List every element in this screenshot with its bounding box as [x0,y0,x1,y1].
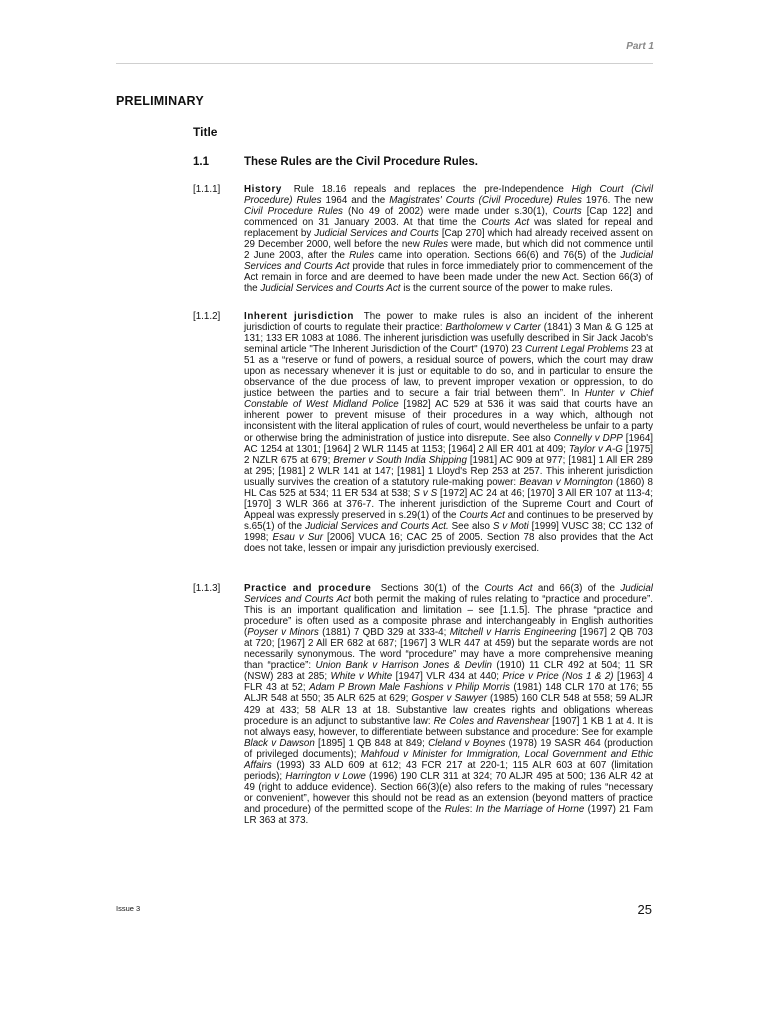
citation-text: Civil Procedure Rules [244,206,343,218]
body-text: and 66(3) of the [532,583,621,594]
citation-text: Rules [349,250,375,262]
body-text: [1964] AC 1254 at 1301; [1964] 2 WLR 1145 at 1153; [1964] 2 All ER 401 at 409; [244,432,653,455]
body-text: The power to make rules is also an incident of the inherent jurisdiction of courts to regulate their practice: [244,311,653,334]
paragraph-number: [1.1.2] [193,311,221,322]
body-text: and continues to be preserved by s.65(1) of the [244,509,653,532]
citation-text: Gosper v Sawyer [411,693,488,705]
sub-heading: Title [193,125,218,139]
body-text: Sections 30(1) of the [380,583,485,594]
paragraph-title: Practice and procedure [244,583,372,594]
paragraph-title: Inherent jurisdiction [244,311,354,322]
body-text: [1975] 2 NZLR 675 at 679; [244,443,653,466]
body-text: [2006] VUCA 16; CAC 25 of 2005. Section 78 also provides that the Act does not take, lessen or impair any jurisdiction previously exercised. [244,531,654,554]
body-text: [1907] 1 KB 1 at 4. It is not always easy, however, to differentiate between substance and procedure: See for example [244,715,653,738]
rule-number: 1.1 [193,156,209,168]
body-text: (No 49 of 2002) were made under s.30(1), [342,206,553,218]
citation-text: Judicial Services and Courts Act [260,283,401,295]
paragraph-body [244,311,653,554]
paragraph-text [244,184,653,294]
body-text: [Cap 122] and commenced on 31 January 2003. At that time the [244,206,654,229]
body-text: (1881) 7 QBD 329 at 333-4; [318,627,450,639]
body-text: (1910) 11 CLR 492 at 504; 11 SR (NSW) 283 at 285; [244,660,653,683]
body-text: Rule 18.16 repeals and replaces the pre-Independence [293,184,572,195]
paragraph-1-1-1 [193,184,653,294]
citation-text: S v S [413,487,438,499]
paragraph-text [244,311,653,554]
body-text: [1947] VLR 434 at 440; [392,671,503,683]
citation-text: Courts Act [484,583,533,594]
citation-text: Rules [422,239,449,251]
body-text: (1978) 19 SASR 464 (production of privileged documents); [244,737,653,760]
body-text: is the current source of the power to make rules. [400,283,613,295]
body-text: [1967] 2 QB 703 at 720; [1967] 2 All ER 682 at 687; [1967] 3 WLR 447 at 459) but the separate words are not necessarily synonymous. The word “procedure” may have a more comprehensive meaning than “practice”: [244,627,653,672]
citation-text: Magistrates' Courts (Civil Procedure) Rules [389,195,582,207]
body-text: [1982] AC 529 at 536 it was said that courts have an inherent power to prevent misuse of their procedures in a way which, although not inconsistent with the literal application of rules of court, would nevertheless be unfair to a party or otherwise bring the administration of justice into disrepute. See also [244,399,653,444]
section-heading: PRELIMINARY [116,94,204,108]
citation-text: Black v Dawson [244,737,315,749]
body-text: See also [448,520,493,532]
paragraph-1-1-3 [193,583,653,826]
citation-text: Harrington v Lowe [285,770,366,782]
citation-text: Bartholomew v Carter [445,322,541,334]
footer-issue: Issue 3 [116,904,141,913]
body-text: (1985) 160 CLR 548 at 558; 59 ALJR 429 at 433; 58 ALR 13 at 18. Substantive law creates rights and obligations whereas procedure is an adjunct to substantive law: [244,693,654,727]
body-text: (1860) 8 HL Cas 525 at 534; 11 ER 534 at 538; [244,476,653,499]
body-text: was slated for repeal and replacement by [244,217,653,240]
citation-text: S v Moti [492,520,529,532]
citation-text: Bremer v South India Shipping [333,454,467,466]
citation-text: Hunter v Chief Constable of West Midland Police [244,388,653,411]
header-rule [116,63,653,64]
citation-text: Union Bank v Harrison Jones & Devlin [315,660,492,672]
paragraph-1-1-2 [193,311,653,554]
body-text: [1895] 1 QB 848 at 849; [314,737,429,749]
body-text: (1996) 190 CLR 311 at 324; 70 ALJR 495 at 500; 136 ALR 42 at 49 (right to adduce evidence). Section 66(3)(e) also refers to the making of rules “necessary or convenient”, however this should not be read as an extension (beyond matters of practice and procedure) of the permitted scope of the [244,770,654,815]
body-text: were made, but which did not commence until 2 June 2003, after the [244,239,654,262]
citation-text: Courts Act [459,509,505,521]
rule-text: These Rules are the Civil Procedure Rules. [244,156,478,168]
body-text: (1997) 21 Fam LR 363 at 373. [244,803,653,826]
body-text: 1976. The new [581,195,654,207]
body-text: 23 at 51 as a “reserve or fund of powers, a residual source of powers, which the court may draw upon as necessary whenever it is just or equitable to do so, and in particular to ensure the observance of the due process of law, to prevent improper vexation or oppression, to do justice between the parties and to secure a fair trial between them”. In [244,344,653,400]
body-text: [1963] 4 FLR 43 at 52; [244,671,654,694]
body-text: provide that rules in force immediately prior to commencement of the Act remain in force and are deemed to have been made under the new Act. Section 66(3) of the [244,261,653,295]
citation-text: Taylor v A-G [568,443,623,455]
body-text: (1841) 3 Man & G 125 at 131; 133 ER 1083 at 1086. The inherent jurisdiction was usefully described in Sir Jack Jacob's seminal article "The Inherent Jurisdiction of the Court" (1970) 23 [244,322,653,356]
citation-text: Cleland v Boynes [428,737,506,749]
paragraph-text [244,583,653,826]
citation-text: Price v Price (Nos 1 & 2) [502,671,614,683]
citation-text: Rules [444,803,470,815]
citation-text: Judicial Services and Courts Act [244,250,653,273]
citation-text: In the Marriage of Horne [475,803,585,815]
body-text: [1999] VUSC 38; CC 132 of 1998; [244,520,653,543]
body-text: 1964 and the [321,195,390,207]
paragraph-number: [1.1.3] [193,583,221,594]
citation-text: Esau v Sur [272,531,324,543]
citation-text: Judicial Services and Courts Act [244,583,653,606]
body-text: [1981] AC 909 at 977; [1981] 1 All ER 289 at 295; [1981] 2 WLR 141 at 147; [1981] 1 Lloyd's Rep 253 at 257. This inherent jurisdiction usually survives the creation of a statutory rule-making power: [244,454,653,488]
citation-text: Judicial Services and Courts Act. [305,520,449,532]
body-text: : [469,803,476,815]
citation-text: Current Legal Problems [524,344,629,356]
citation-text: Mahfoud v Minister for Immigration, Local Government and Ethic Affairs [244,748,653,771]
citation-text: Adam P Brown Male Fashions v Philip Morris [309,682,510,694]
body-text: [1972] AC 24 at 46; [1970] 3 All ER 107 at 113-4; [1970] 3 WLR 366 at 376-7. The inherent jurisdiction of the Supreme Court and Court of Appeal was expressly preserved in s.29(1) of the [244,487,653,521]
citation-text: Beavan v Mornington [519,476,613,488]
paragraph-title: History [244,184,282,195]
citation-text: White v White [330,671,393,683]
citation-text: Judicial Services and Courts [314,228,439,240]
body-text: [Cap 270] which had already received assent on 29 December 2000, well before the new [244,228,654,251]
citation-text: Courts [552,206,582,218]
body-text: came into operation. Sections 66(6) and 76(5) of the [374,250,621,262]
citation-text: Courts Act [481,217,530,229]
paragraph-number: [1.1.1] [193,184,221,195]
citation-text: Connelly v DPP [553,432,623,444]
body-text: (1993) 33 ALD 609 at 612; 43 FCR 217 at 220-1; 115 ALR 603 at 607 (limitation periods); [244,759,653,782]
citation-text: Re Coles and Ravenshear [433,715,550,727]
citation-text: High Court (Civil Procedure) Rules [244,184,653,207]
body-text: (1981) 148 CLR 170 at 176; 55 ALJR 548 at 550; 35 ALR 625 at 629; [244,682,653,705]
citation-text: Mitchell v Harris Engineering [449,627,577,639]
body-text: both permit the making of rules relating to “practice and procedure”. This is an important qualification and limitation – see [1.1.5]. The phrase “practice and procedure” is often used as a composite phrase and interchangeably in English authorities ( [244,594,653,639]
citation-text: Poyser v Minors [247,627,319,639]
page-number: 25 [637,902,652,917]
header-part-label: Part 1 [626,41,654,52]
paragraph-body [244,184,653,294]
paragraph-body [244,583,653,826]
